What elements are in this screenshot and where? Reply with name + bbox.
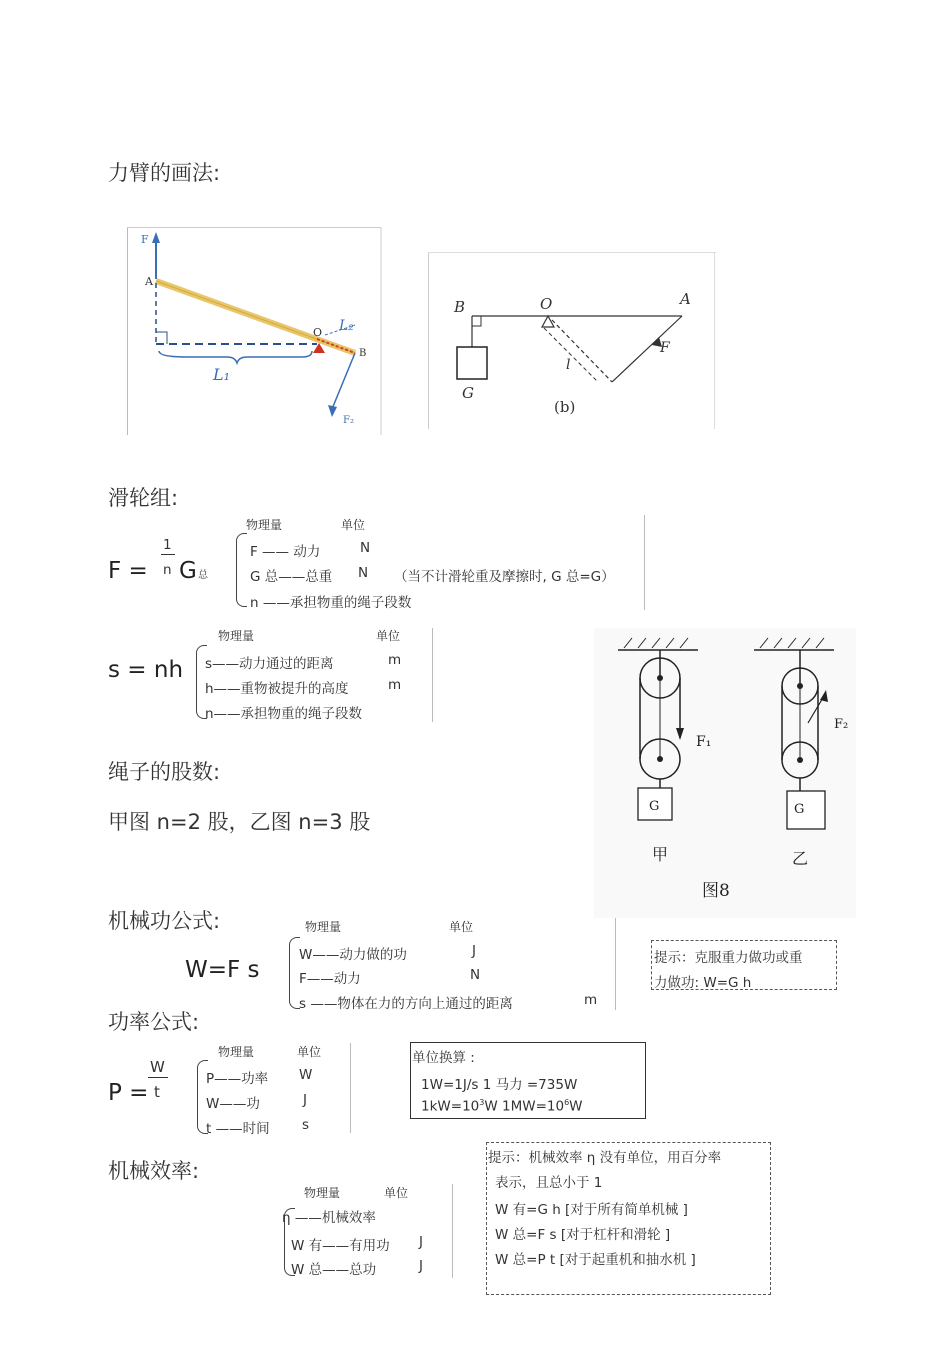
conv-line2-exp2: 6 [564,1098,570,1107]
power-divider [350,1043,351,1133]
work-col-unit: 单位 [449,920,474,934]
efficiency-divider [452,1184,453,1278]
fig8-label-jia: 甲 [652,845,669,864]
eff-tip-line3: W 有=G h [对于所有简单机械 ] [495,1202,688,1218]
pulley-row-1: F —— 动力 [250,544,321,560]
s-row-1: s——动力通过的距离 [205,656,334,672]
eff-row-3: W 总——总功 [291,1262,377,1278]
work-row-2-unit: N [470,967,481,983]
fraction-bar [148,1077,168,1078]
eff-tip-line1: 提示：机械效率 η 没有单位，用百分率 [488,1150,722,1166]
s-col-unit: 单位 [376,629,401,643]
eff-row-2: W 有——有用功 [291,1238,390,1254]
fig1-label-F: F [141,233,149,246]
work-divider [615,918,616,1010]
fig8-caption: 图8 [702,881,730,901]
power-row-1: P——功率 [206,1071,269,1087]
fig2-label-F: F [660,340,670,356]
fig8-label-F1: F₁ [696,734,712,750]
eff-tip-line4: W 总=F s [对于杠杆和滑轮 ] [495,1227,671,1243]
conv-line2-exp1: 3 [479,1098,485,1107]
work-row-2: F——动力 [299,971,361,987]
eff-col-quantity: 物理量 [304,1186,341,1200]
fig1-label-L1: L₁ [213,365,231,384]
work-formula-lhs: W=F s [185,957,260,983]
eff-row-3-unit: J [419,1258,423,1274]
s-row-2: h——重物被提升的高度 [205,681,349,697]
power-col-unit: 单位 [297,1045,322,1059]
fig1-label-O: O [313,326,323,339]
work-tip-line2: 力做功: W=G h [654,975,752,991]
work-row-1: W——动力做的功 [299,947,407,963]
pulley-row-3: n ——承担物重的绳子段数 [250,595,412,611]
power-formula-denominator: t [154,1083,160,1101]
s-row-1-unit: m [388,652,402,668]
pulley-figure-8 [594,628,856,918]
power-row-2-unit: J [303,1092,307,1108]
fig2-label-B: B [454,298,466,316]
work-tip-line1: 提示：克服重力做功或重 [654,950,803,966]
conv-line2 [421,1098,583,1115]
power-col-quantity: 物理量 [218,1045,255,1059]
s-row-2-unit: m [388,677,402,693]
power-row-3-unit: s [302,1117,310,1133]
lever-figure-1 [127,227,382,435]
fraction-bar [161,554,175,555]
eff-row-2-unit: J [419,1234,423,1250]
power-row-1-unit: W [299,1067,313,1083]
pulley-row-2: G 总——总重 [250,569,333,585]
fig2-label-l: l [566,357,571,373]
fig2-label-O: O [540,295,553,313]
fig1-label-F2: F₂ [343,415,354,426]
fig8-label-G1: G [649,799,660,814]
fig1-label-L2: L₂ [339,318,354,334]
work-row-3: s ——物体在力的方向上通过的距离 [299,996,513,1012]
pulley-row-2-unit: N [358,565,369,581]
pulley-row-1-unit: N [360,540,371,556]
pulley-divider [644,515,645,610]
work-row-3-unit: m [584,992,598,1008]
pulley-formula-G: G [179,558,197,584]
power-row-3: t ——时间 [206,1121,270,1137]
eff-row-1: η ——机械效率 [282,1210,376,1226]
conv-line2-part-a: 1kW=10 [421,1098,480,1115]
s-row-3: n——承担物重的绳子段数 [205,706,363,722]
conv-line2-part-b: W 1MW=10 [484,1098,565,1115]
conv-line1: 1W=1J/s 1 马力 =735W [421,1077,578,1093]
s-divider [432,628,433,722]
fig2-label-A: A [680,290,691,308]
pulley-col-unit: 单位 [341,518,366,532]
work-col-quantity: 物理量 [305,920,342,934]
pulley-formula-lhs: F = [108,558,148,584]
eff-tip-line5: W 总=P t [对于起重机和抽水机 ] [495,1252,696,1268]
fig8-label-yi: 乙 [792,849,809,868]
pulley-brace [236,533,247,607]
s-col-quantity: 物理量 [218,629,255,643]
eff-tip-line2: 表示，且总小于 1 [495,1175,603,1191]
lever-figure-b [428,252,716,429]
heading-pulley: 滑轮组: [108,486,179,510]
heading-work: 机械功公式: [108,909,221,933]
pulley-formula-numerator: 1 [163,537,172,553]
pulley-formula-denominator: n [163,562,172,578]
fig2-label-G: G [462,384,474,402]
heading-ropes: 绳子的股数: [108,760,221,784]
power-formula-numerator: W [150,1058,165,1076]
conv-title: 单位换算 : [412,1050,475,1066]
fig1-label-A: A [145,275,153,288]
heading-power: 功率公式: [108,1010,200,1034]
fig1-label-B: B [359,348,367,359]
power-formula-lhs: P = [108,1080,149,1106]
fig8-label-G2: G [794,802,805,817]
fig8-label-F2: F₂ [834,717,849,732]
eff-col-unit: 单位 [384,1186,409,1200]
pulley-formula-G-sub: 总 [198,570,208,581]
ropes-answer: 甲图 n=2 股，乙图 n=3 股 [108,810,371,834]
work-row-1-unit: J [472,943,476,959]
pulley-row-2-note: （当不计滑轮重及摩擦时, G 总=G） [394,569,615,585]
heading-efficiency: 机械效率: [108,1159,200,1183]
s-formula-lhs: s = nh [108,657,184,683]
conv-line2-part-c: W [569,1098,583,1115]
pulley-col-quantity: 物理量 [246,518,283,532]
power-row-2: W——功 [206,1096,260,1112]
heading-lever: 力臂的画法: [108,161,221,185]
fig2-caption: (b) [554,398,576,416]
